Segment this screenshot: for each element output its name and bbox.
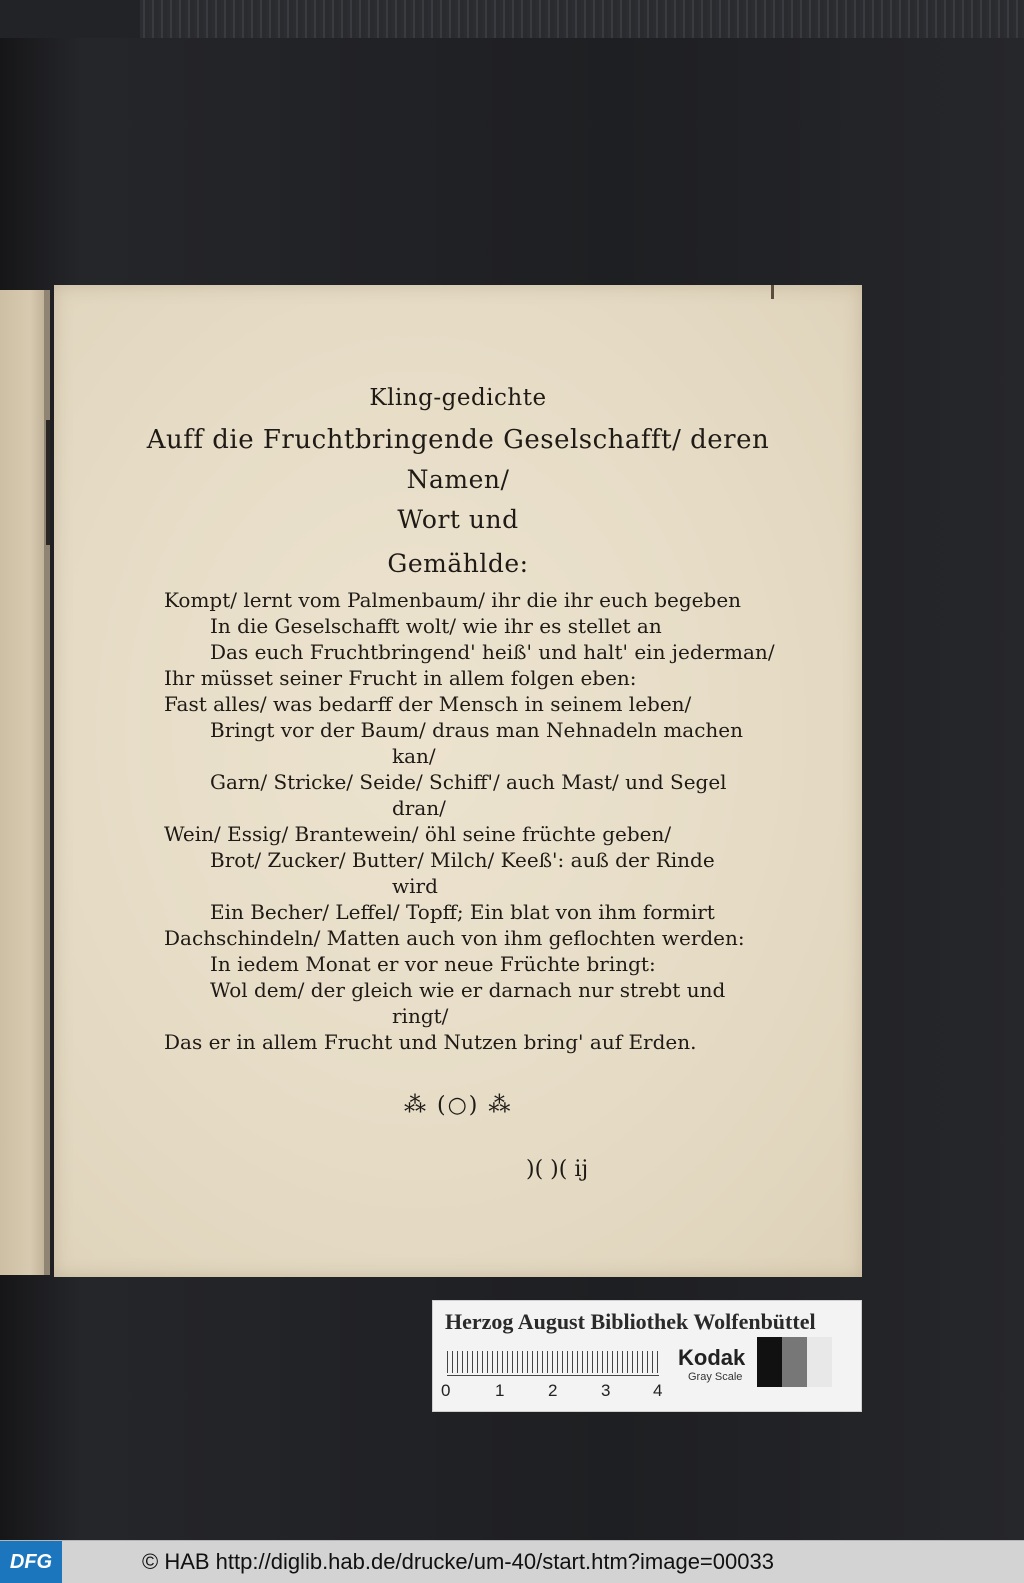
signature-mark: )( )( ij (526, 1157, 589, 1182)
poem-line: Wein/ Essig/ Brantewein/ öhl seine früchte geben/ (164, 822, 672, 846)
poem-line: dran/ (392, 796, 446, 820)
heading-line-2: Auff die Fruchtbringende Geselschafft/ deren (146, 425, 770, 455)
kodak-subtitle: Gray Scale (688, 1371, 743, 1383)
ruler-number: 3 (601, 1381, 611, 1400)
poem-line: Kompt/ lernt vom Palmenbaum/ ihr die ihr euch begeben (164, 588, 742, 612)
ornament: ⁂ (○) ⁂ (404, 1093, 513, 1118)
heading-line-5: Gemählde: (387, 549, 529, 578)
left-page-edge (0, 290, 50, 1275)
poem-line: kan/ (392, 744, 436, 768)
poem-line: Brot/ Zucker/ Butter/ Milch/ Keeß': auß der Rinde (210, 848, 715, 872)
ruler-number: 2 (548, 1381, 558, 1400)
heading-line-1: Kling-gedichte (369, 385, 547, 411)
poem-line: Bringt vor der Baum/ draus man Nehnadeln machen (210, 718, 744, 742)
poem-line: Wol dem/ der gleich wie er darnach nur strebt und (210, 978, 726, 1002)
viewer-footer (0, 1540, 1024, 1583)
page-text (54, 285, 862, 1277)
poem-line: Das euch Fruchtbringend' heiß' und halt' ein jederman/ (210, 640, 775, 664)
poem-line: ringt/ (392, 1004, 449, 1028)
color-target (432, 1300, 862, 1412)
gray-patch-mid (782, 1337, 807, 1387)
dfg-logo[interactable]: DFG (0, 1541, 62, 1583)
heading-line-3: Namen/ (406, 465, 510, 494)
ruler-ticks (447, 1351, 659, 1373)
book-page (54, 285, 862, 1277)
poem-line: Das er in allem Frucht und Nutzen bring' auf Erden. (164, 1030, 697, 1054)
gray-patch-white (807, 1337, 832, 1387)
ruler-number: 0 (441, 1381, 451, 1400)
kodak-brand: Kodak (678, 1345, 746, 1370)
heading-line-4: Wort und (397, 505, 519, 534)
poem-line: Fast alles/ was bedarff der Mensch in seinem leben/ (164, 692, 692, 716)
poem-line: wird (392, 874, 438, 898)
gray-patch-black (757, 1337, 782, 1387)
poem-line: Dachschindeln/ Matten auch von ihm geflochten werden: (164, 926, 745, 950)
adjacent-book-edge (140, 0, 1024, 38)
ruler-number: 1 (495, 1381, 505, 1400)
poem-line: Garn/ Stricke/ Seide/ Schiff'/ auch Mast/ und Segel (210, 770, 727, 794)
scan-corner (0, 0, 140, 38)
poem-line: In die Geselschafft wolt/ wie ihr es stellet an (210, 614, 662, 638)
poem-line: In iedem Monat er vor neue Früchte bringt: (210, 952, 656, 976)
ruler-baseline (447, 1375, 659, 1376)
spine-mark (46, 420, 50, 545)
ruler-number: 4 (653, 1381, 663, 1400)
copyright-link[interactable]: © HAB http://diglib.hab.de/drucke/um-40/start.htm?image=00033 (142, 1549, 774, 1574)
library-name: Herzog August Bibliothek Wolfenbüttel (445, 1309, 816, 1334)
poem-line: Ihr müsset seiner Frucht in allem folgen eben: (164, 666, 637, 690)
poem-line: Ein Becher/ Leffel/ Topff; Ein blat von ihm formirt (210, 900, 715, 924)
poem-text (164, 587, 775, 1055)
